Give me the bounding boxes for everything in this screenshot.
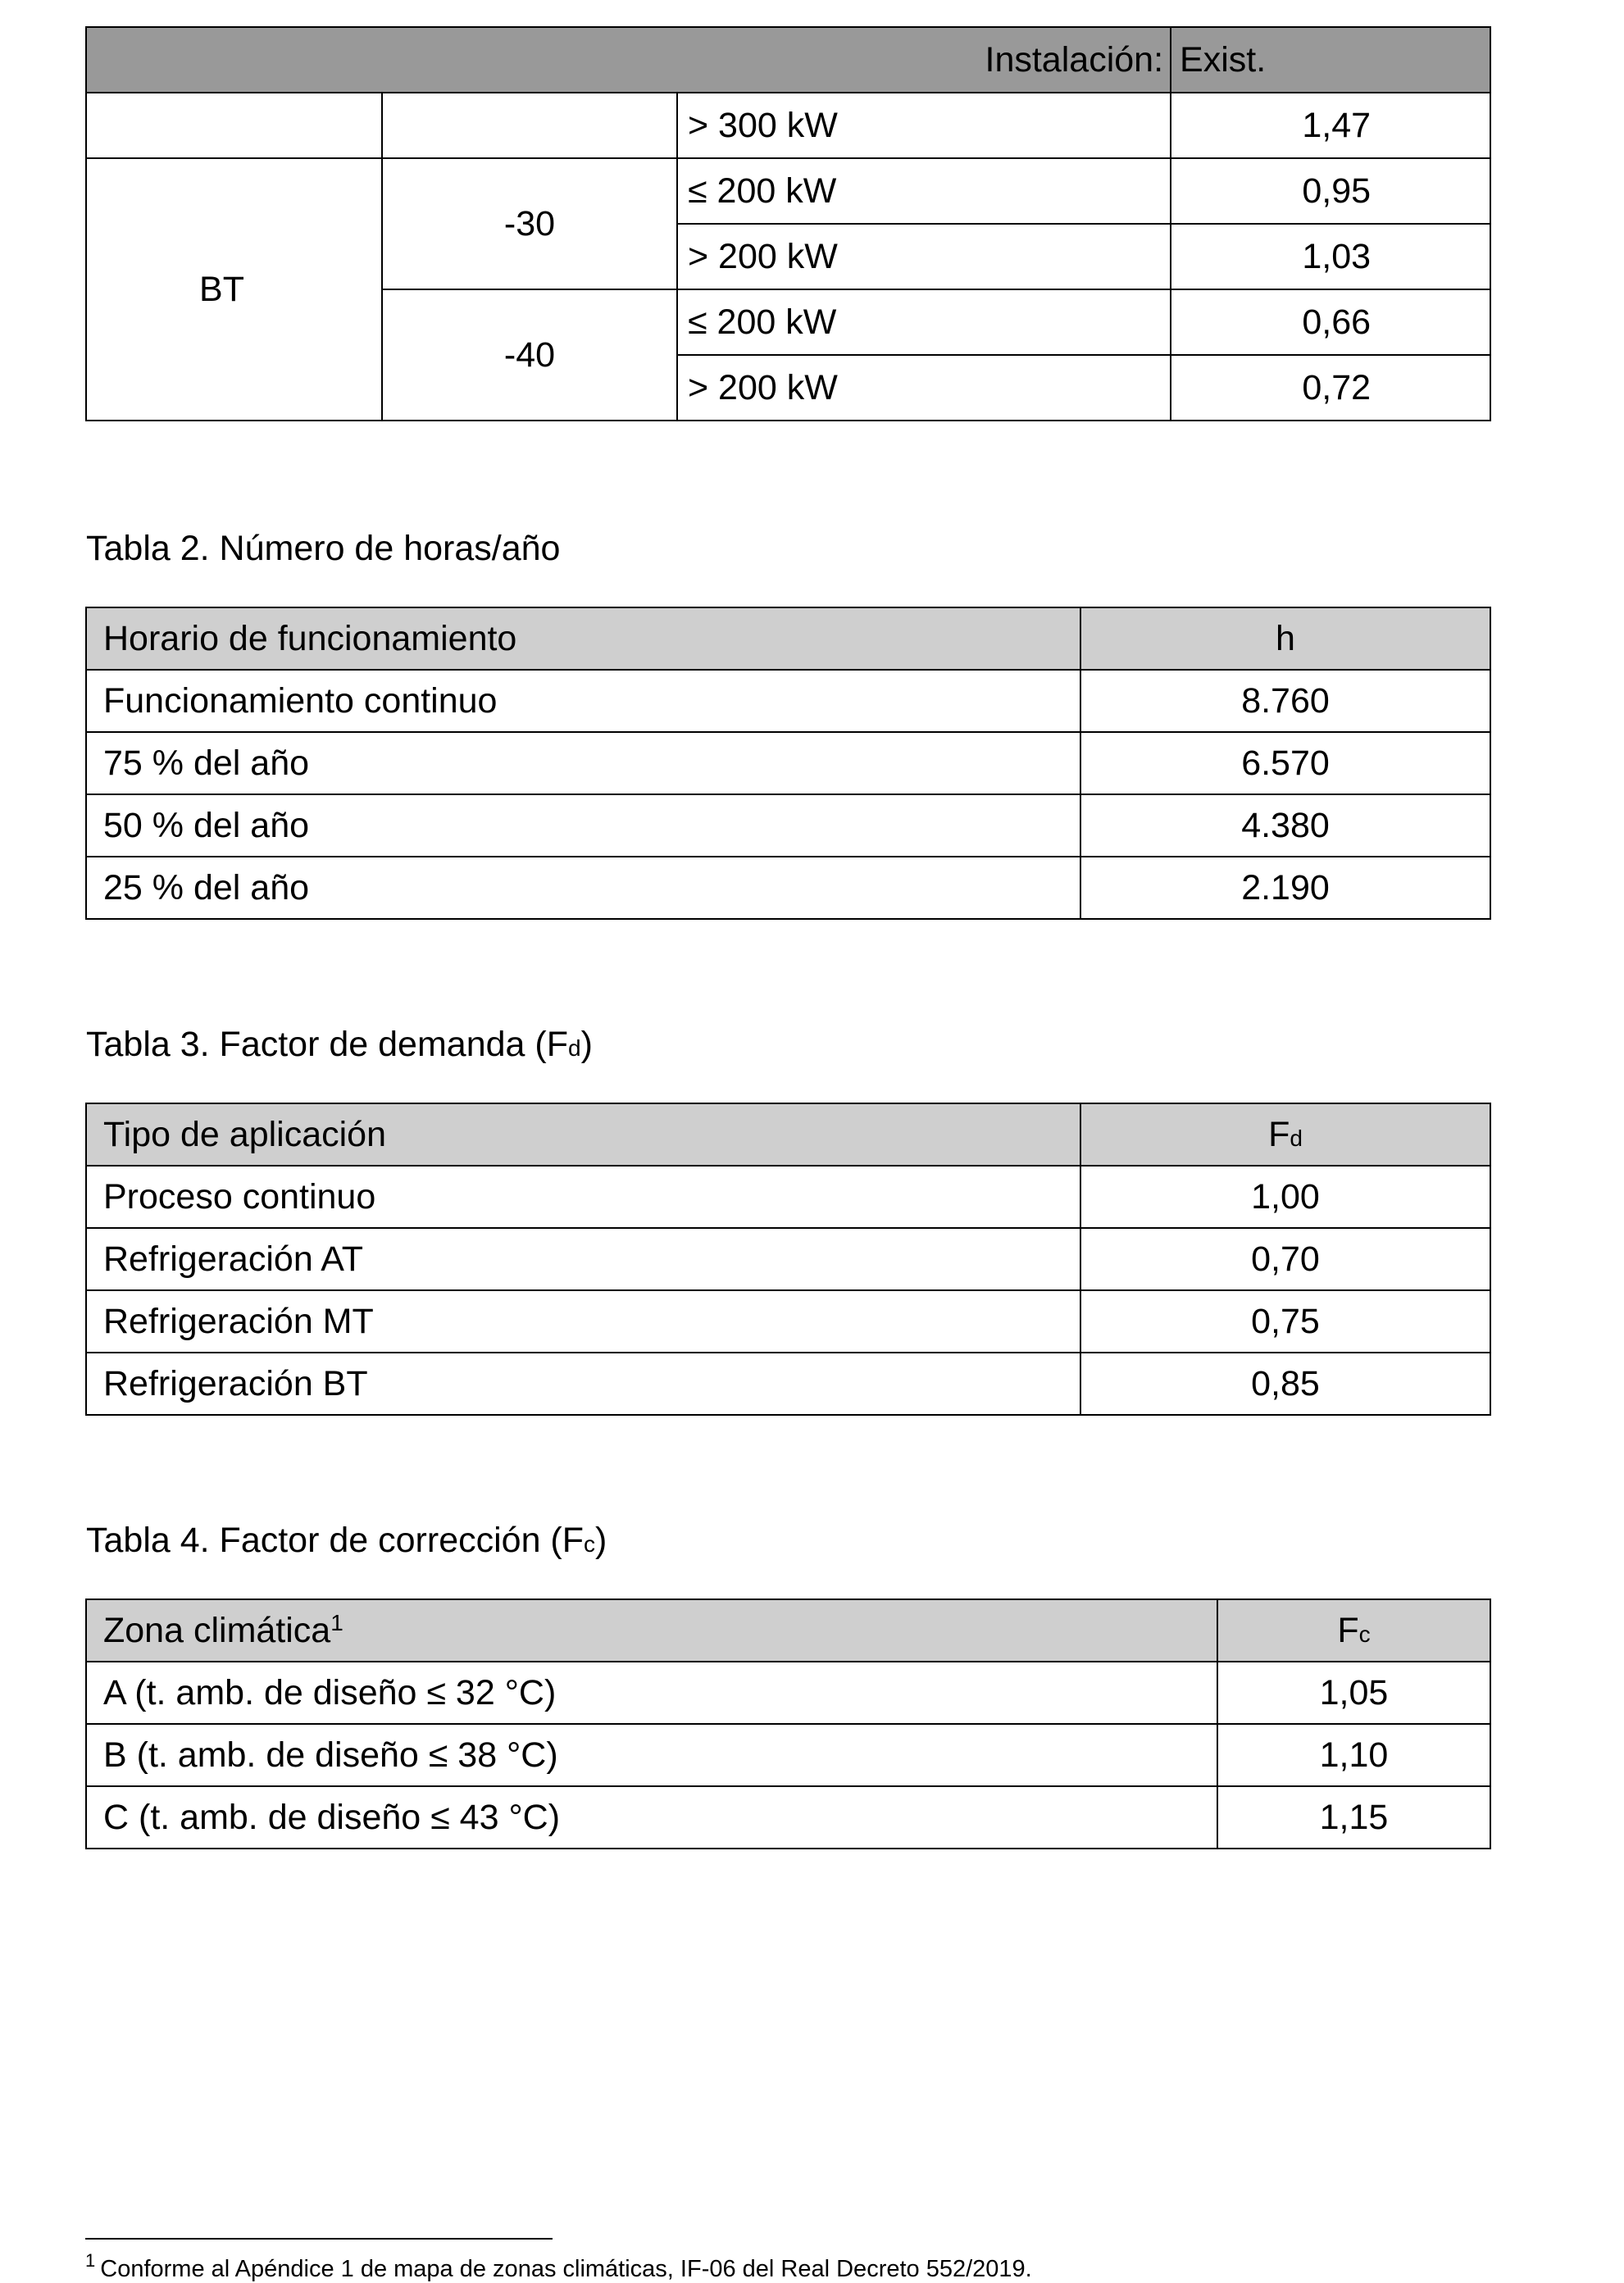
demand-factor-table <box>85 1103 1491 1416</box>
row-label: Proceso continuo <box>86 1166 1080 1228</box>
caption-subscript: c <box>584 1531 596 1557</box>
header-value <box>1217 1599 1490 1662</box>
table-row <box>86 158 1490 224</box>
row-value: 1,05 <box>1217 1662 1490 1724</box>
table-header-row <box>86 607 1490 670</box>
table-cell <box>86 93 382 158</box>
table-row <box>86 1290 1490 1353</box>
power-cell: ≤ 200 kW <box>677 158 1171 224</box>
table-row <box>86 1353 1490 1415</box>
value-cell: 0,66 <box>1171 289 1490 355</box>
table-4-caption <box>86 1521 607 1561</box>
caption-text: Tabla 4. Factor de corrección (F <box>86 1521 585 1560</box>
header-label <box>86 1599 1217 1662</box>
temperature-cell: -40 <box>382 289 677 421</box>
footnote-reference: 1 <box>330 1610 343 1635</box>
value-cell: 0,72 <box>1171 355 1490 421</box>
footnote-divider <box>85 2238 553 2240</box>
value-cell: 0,95 <box>1171 158 1490 224</box>
value-cell: 1,47 <box>1171 93 1490 158</box>
table-row <box>86 1786 1490 1849</box>
footnote <box>85 2250 1032 2283</box>
header-label: Horario de funcionamiento <box>86 607 1080 670</box>
table-row <box>86 1662 1490 1724</box>
header-value-subscript: d <box>1290 1125 1303 1151</box>
table-row <box>86 670 1490 732</box>
row-label: Refrigeración BT <box>86 1353 1080 1415</box>
table-row <box>86 794 1490 857</box>
row-value: 6.570 <box>1080 732 1490 794</box>
table-row <box>86 857 1490 919</box>
header-label: Tipo de aplicación <box>86 1103 1080 1166</box>
row-label: 50 % del año <box>86 794 1080 857</box>
row-value: 1,10 <box>1217 1724 1490 1786</box>
row-label: Refrigeración AT <box>86 1228 1080 1290</box>
table-row <box>86 1228 1490 1290</box>
header-value <box>1080 1103 1490 1166</box>
table-row <box>86 1166 1490 1228</box>
table-header-row <box>86 1599 1490 1662</box>
row-label: 75 % del año <box>86 732 1080 794</box>
value-cell: 1,03 <box>1171 224 1490 289</box>
header-label-text: Zona climática <box>103 1611 331 1650</box>
table-cell <box>382 93 677 158</box>
temperature-cell: -30 <box>382 158 677 289</box>
row-value: 8.760 <box>1080 670 1490 732</box>
hours-per-year-table <box>85 607 1491 920</box>
footnote-marker: 1 <box>85 2250 96 2271</box>
row-value: 4.380 <box>1080 794 1490 857</box>
header-value-text: F <box>1337 1610 1359 1650</box>
power-cell: ≤ 200 kW <box>677 289 1171 355</box>
table-2-caption: Tabla 2. Número de horas/año <box>86 529 561 568</box>
row-value: 1,00 <box>1080 1166 1490 1228</box>
caption-text: Tabla 3. Factor de demanda (F <box>86 1025 568 1064</box>
installation-label: Instalación: <box>86 27 1171 93</box>
row-value: 0,75 <box>1080 1290 1490 1353</box>
table-row <box>86 732 1490 794</box>
footnote-text: Conforme al Apéndice 1 de mapa de zonas climáticas, IF-06 del Real Decreto 552/2019. <box>100 2256 1032 2282</box>
caption-end: ) <box>580 1025 593 1064</box>
power-cell: > 200 kW <box>677 224 1171 289</box>
row-label: Funcionamiento continuo <box>86 670 1080 732</box>
row-value: 0,85 <box>1080 1353 1490 1415</box>
table-3-caption <box>86 1025 593 1065</box>
power-cell: > 200 kW <box>677 355 1171 421</box>
row-value: 1,15 <box>1217 1786 1490 1849</box>
power-cell: > 300 kW <box>677 93 1171 158</box>
group-cell: BT <box>86 158 382 421</box>
row-label: B (t. amb. de diseño ≤ 38 °C) <box>86 1724 1217 1786</box>
row-label: 25 % del año <box>86 857 1080 919</box>
header-value-subscript: c <box>1358 1621 1371 1647</box>
correction-factor-table <box>85 1599 1491 1849</box>
table-row <box>86 1724 1490 1786</box>
row-label: C (t. amb. de diseño ≤ 43 °C) <box>86 1786 1217 1849</box>
installation-value: Exist. <box>1171 27 1490 93</box>
table-header-row <box>86 1103 1490 1166</box>
caption-end: ) <box>595 1521 607 1560</box>
row-value: 0,70 <box>1080 1228 1490 1290</box>
header-value: h <box>1080 607 1490 670</box>
table-row <box>86 93 1490 158</box>
header-value-text: F <box>1268 1114 1290 1154</box>
row-label: A (t. amb. de diseño ≤ 32 °C) <box>86 1662 1217 1724</box>
row-value: 2.190 <box>1080 857 1490 919</box>
factor-table-continuation <box>85 26 1491 421</box>
table-header-row <box>86 27 1490 93</box>
row-label: Refrigeración MT <box>86 1290 1080 1353</box>
caption-subscript: d <box>567 1035 581 1061</box>
